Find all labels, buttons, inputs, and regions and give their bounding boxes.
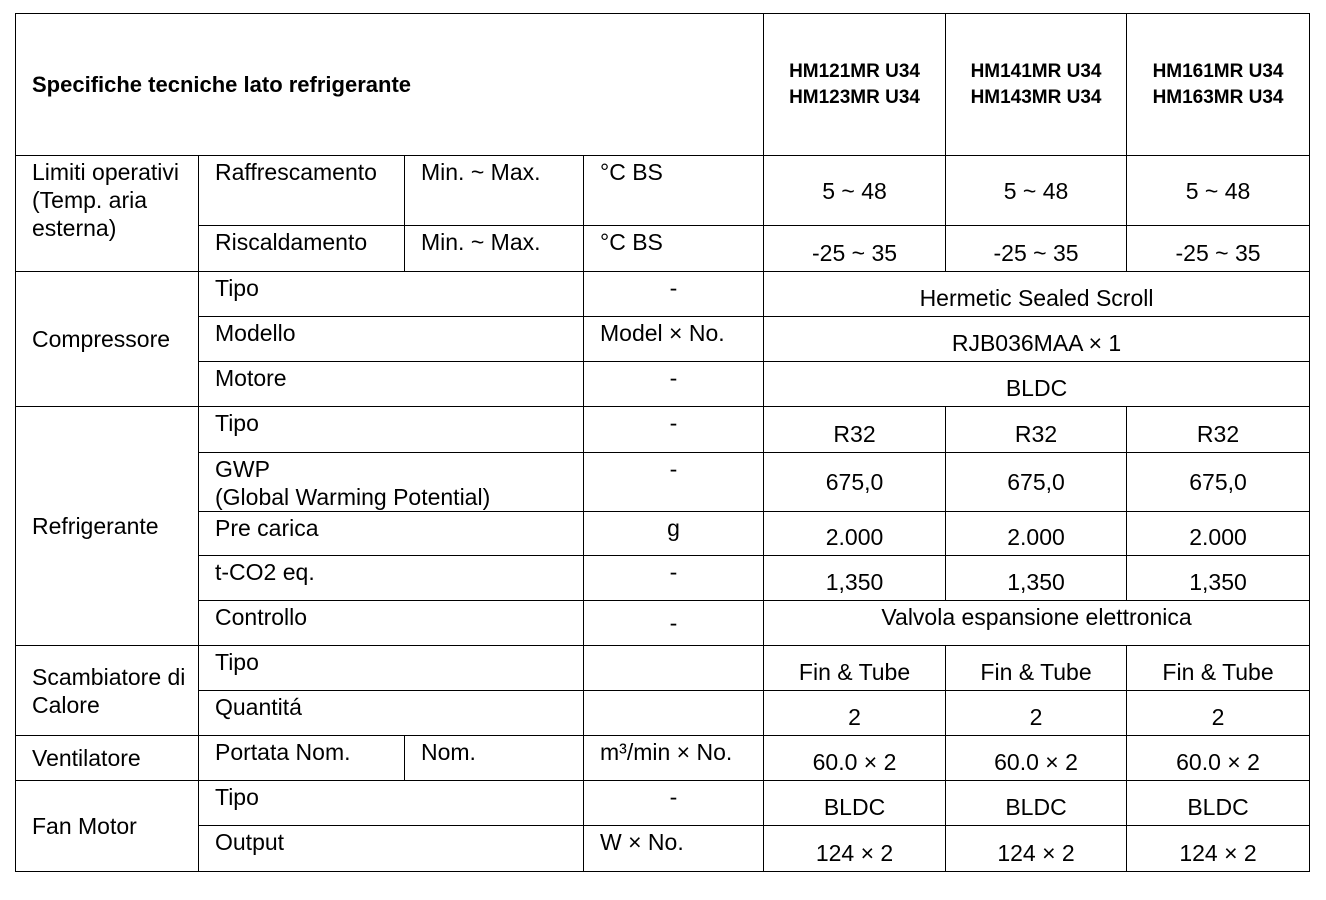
row-unit: - — [584, 781, 764, 826]
value-cell: 60.0 × 2 — [764, 736, 946, 781]
table-row — [16, 512, 1310, 556]
row-item: t-CO2 eq. — [199, 556, 584, 601]
model-header-2 — [946, 14, 1127, 156]
model-header-3 — [1127, 14, 1310, 156]
row-item: Tipo — [199, 407, 584, 453]
table-row — [16, 226, 1310, 272]
value-cell: 675,0 — [946, 453, 1127, 512]
value-cell: 124 × 2 — [1127, 826, 1310, 872]
row-item: Quantitá — [199, 691, 584, 736]
value-cell: 1,350 — [764, 556, 946, 601]
row-unit: - — [584, 601, 764, 646]
value-cell: Fin & Tube — [764, 646, 946, 691]
row-unit: °C BS — [584, 156, 764, 226]
value-cell: 5 ~ 48 — [764, 156, 946, 226]
value-cell: BLDC — [946, 781, 1127, 826]
table-row — [16, 646, 1310, 691]
row-unit: m³/min × No. — [584, 736, 764, 781]
row-item-line-1: GWP — [215, 456, 270, 482]
value-cell: 675,0 — [764, 453, 946, 512]
table-row — [16, 691, 1310, 736]
value-cell: Fin & Tube — [946, 646, 1127, 691]
row-sub: Nom. — [405, 736, 584, 781]
table-title: Specifiche tecniche lato refrigerante — [16, 14, 764, 156]
value-cell: 60.0 × 2 — [1127, 736, 1310, 781]
row-unit: - — [584, 407, 764, 453]
row-unit: W × No. — [584, 826, 764, 872]
group-label-refrigerante: Refrigerante — [16, 407, 199, 646]
value-cell: 2 — [946, 691, 1127, 736]
row-unit: g — [584, 512, 764, 556]
group-label-compressore: Compressore — [16, 272, 199, 407]
row-item: Tipo — [199, 272, 584, 317]
value-cell: 2 — [1127, 691, 1310, 736]
value-cell: 2.000 — [946, 512, 1127, 556]
value-cell: R32 — [764, 407, 946, 453]
row-unit: °C BS — [584, 226, 764, 272]
group-label-scambiatore: Scambiatore di Calore — [16, 646, 199, 736]
group-label-limiti: Limiti operativi (Temp. aria esterna) — [16, 156, 199, 272]
row-sub: Min. ~ Max. — [405, 226, 584, 272]
row-item: Riscaldamento — [199, 226, 405, 272]
row-unit: - — [584, 556, 764, 601]
value-cell: 2 — [764, 691, 946, 736]
row-unit: Model × No. — [584, 317, 764, 362]
value-cell: 5 ~ 48 — [946, 156, 1127, 226]
header-row — [16, 14, 1310, 156]
value-cell: -25 ~ 35 — [1127, 226, 1310, 272]
value-cell: 2.000 — [1127, 512, 1310, 556]
row-unit: - — [584, 272, 764, 317]
model-3-line-2: HM163MR U34 — [1152, 86, 1284, 108]
table-row — [16, 601, 1310, 646]
value-cell: 675,0 — [1127, 453, 1310, 512]
value-cell: RJB036MAA × 1 — [764, 317, 1310, 362]
model-1-line-1: HM121MR U34 — [789, 60, 920, 82]
table-row — [16, 736, 1310, 781]
table-row — [16, 781, 1310, 826]
value-cell: BLDC — [764, 362, 1310, 407]
model-2-line-1: HM141MR U34 — [970, 60, 1102, 82]
value-cell: 1,350 — [1127, 556, 1310, 601]
table-row — [16, 556, 1310, 601]
row-item: Portata Nom. — [199, 736, 405, 781]
row-item: Controllo — [199, 601, 584, 646]
value-cell: 1,350 — [946, 556, 1127, 601]
value-cell: BLDC — [1127, 781, 1310, 826]
row-item: Tipo — [199, 646, 584, 691]
group-label-fanmotor: Fan Motor — [16, 781, 199, 872]
row-item: Raffrescamento — [199, 156, 405, 226]
row-unit — [584, 691, 764, 736]
model-header-1 — [764, 14, 946, 156]
value-cell: R32 — [946, 407, 1127, 453]
value-cell: R32 — [1127, 407, 1310, 453]
value-cell: Hermetic Sealed Scroll — [764, 272, 1310, 317]
table-row — [16, 453, 1310, 512]
row-item: Pre carica — [199, 512, 584, 556]
model-1-line-2: HM123MR U34 — [789, 86, 920, 108]
value-cell: 124 × 2 — [946, 826, 1127, 872]
row-unit: - — [584, 453, 764, 512]
table-row — [16, 362, 1310, 407]
value-cell: -25 ~ 35 — [946, 226, 1127, 272]
row-item — [199, 453, 584, 512]
table-row — [16, 272, 1310, 317]
spec-table — [15, 13, 1310, 872]
value-cell: 60.0 × 2 — [946, 736, 1127, 781]
value-cell: 5 ~ 48 — [1127, 156, 1310, 226]
value-cell: BLDC — [764, 781, 946, 826]
row-item: Modello — [199, 317, 584, 362]
model-2-line-2: HM143MR U34 — [970, 86, 1102, 108]
row-item: Output — [199, 826, 584, 872]
row-item: Tipo — [199, 781, 584, 826]
table-row — [16, 317, 1310, 362]
value-cell: 124 × 2 — [764, 826, 946, 872]
value-cell: 2.000 — [764, 512, 946, 556]
row-unit — [584, 646, 764, 691]
group-label-ventilatore: Ventilatore — [16, 736, 199, 781]
row-unit: - — [584, 362, 764, 407]
value-cell: Fin & Tube — [1127, 646, 1310, 691]
table-row — [16, 156, 1310, 226]
value-cell: -25 ~ 35 — [764, 226, 946, 272]
table-row — [16, 826, 1310, 872]
value-cell: Valvola espansione elettronica — [764, 601, 1310, 646]
row-item: Motore — [199, 362, 584, 407]
model-3-line-1: HM161MR U34 — [1152, 60, 1284, 82]
row-item-line-2: (Global Warming Potential) — [215, 484, 491, 510]
row-sub: Min. ~ Max. — [405, 156, 584, 226]
table-row — [16, 407, 1310, 453]
